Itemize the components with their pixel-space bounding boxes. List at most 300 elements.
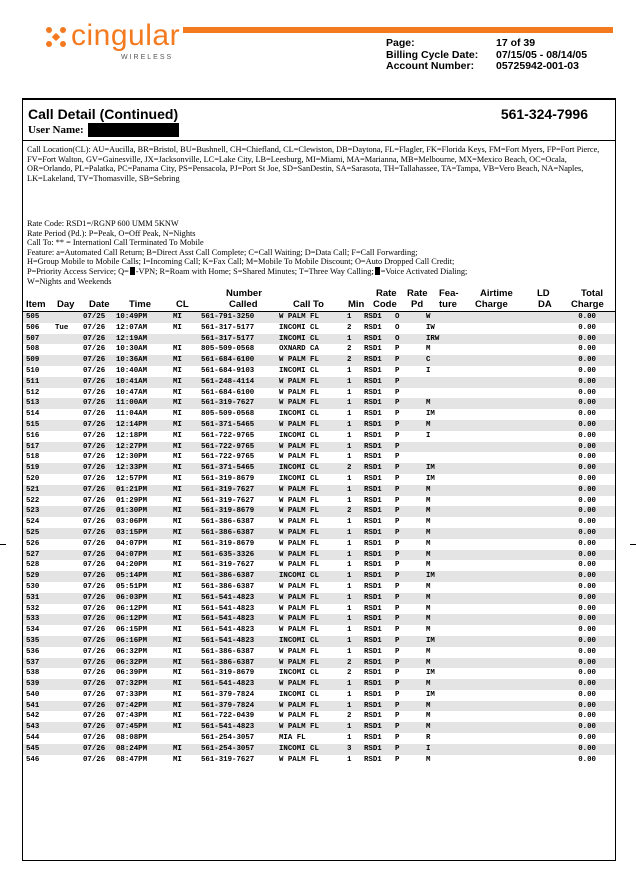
feature-cell: M (426, 561, 431, 570)
col-total-bottom: Charge (571, 299, 604, 310)
rate-code-cell: RSD1 (364, 744, 382, 753)
total-charge-cell: 0.00 (578, 744, 596, 753)
item-cell: 512 (26, 388, 40, 397)
minutes-cell: 1 (347, 485, 352, 494)
table-row (23, 560, 615, 571)
time-cell: 12:14PM (116, 420, 148, 429)
table-row (23, 539, 615, 550)
total-charge-cell: 0.00 (578, 496, 596, 505)
time-cell: 07:32PM (116, 680, 148, 689)
feature-cell: M (426, 420, 431, 429)
item-cell: 541 (26, 701, 40, 710)
item-cell: 538 (26, 669, 40, 678)
table-row (23, 614, 615, 625)
minutes-cell: 1 (347, 582, 352, 591)
item-cell: 505 (26, 313, 40, 321)
minutes-cell: 1 (347, 496, 352, 505)
rate-period-cell: P (395, 680, 400, 689)
feature-cell: M (426, 485, 431, 494)
total-charge-cell: 0.00 (578, 582, 596, 591)
item-cell: 533 (26, 615, 40, 624)
item-cell: 519 (26, 464, 40, 473)
time-cell: 10:40AM (116, 366, 148, 375)
rate-period-cell: P (395, 399, 400, 408)
call-to-cell: W PALM FL (279, 518, 319, 527)
item-cell: 510 (26, 366, 40, 375)
table-row (23, 593, 615, 604)
item-cell: 542 (26, 712, 40, 721)
minutes-cell: 1 (347, 431, 352, 440)
call-to-cell: INCOMI CL (279, 334, 319, 343)
minutes-cell: 2 (347, 464, 352, 473)
feature-cell: M (426, 626, 431, 635)
number-called-cell: 561-635-3326 (201, 550, 255, 559)
call-location-cell: MI (173, 604, 182, 613)
number-called-cell: 561-684-6100 (201, 356, 255, 365)
time-cell: 06:15PM (116, 626, 148, 635)
minutes-cell: 1 (347, 474, 352, 483)
item-cell: 515 (26, 420, 40, 429)
billing-cycle-label: Billing Cycle Date: (386, 48, 479, 61)
call-location-cell: MI (173, 323, 182, 332)
rate-period-cell: P (395, 647, 400, 656)
call-location-cell: MI (173, 582, 182, 591)
call-to-cell: W PALM FL (279, 485, 319, 494)
date-cell: 07/26 (83, 507, 106, 516)
time-cell: 12:33PM (116, 464, 148, 473)
rate-code-cell: RSD1 (364, 474, 382, 483)
feature-cell: W (426, 313, 431, 321)
table-header (23, 286, 615, 312)
col-rate-pd: Pd (411, 299, 424, 310)
rate-code-cell: RSD1 (364, 647, 382, 656)
item-cell: 545 (26, 744, 40, 753)
rate-code-cell: RSD1 (364, 755, 382, 764)
rate-period-cell: P (395, 356, 400, 365)
call-to-cell: INCOMI CL (279, 431, 319, 440)
rate-period-cell: P (395, 528, 400, 537)
date-cell: 07/26 (83, 442, 106, 451)
item-cell: 527 (26, 550, 40, 559)
page-info-row (386, 61, 587, 73)
total-charge-cell: 0.00 (578, 604, 596, 613)
rate-period-cell: P (395, 636, 400, 645)
feature-cell: M (426, 507, 431, 516)
number-called-cell: 805-509-0568 (201, 410, 255, 419)
date-cell: 07/26 (83, 669, 106, 678)
call-to-cell: W PALM FL (279, 453, 319, 462)
call-location-cell: MI (173, 356, 182, 365)
minutes-cell: 1 (347, 528, 352, 537)
feature-cell: I (426, 431, 431, 440)
date-cell: 07/26 (83, 518, 106, 527)
call-location-cell: MI (173, 647, 182, 656)
feature-cell: M (426, 615, 431, 624)
minutes-cell: 2 (347, 669, 352, 678)
redaction-mark (130, 267, 135, 275)
rate-period-cell: O (395, 334, 400, 343)
call-location-cell: MI (173, 680, 182, 689)
item-cell: 534 (26, 626, 40, 635)
time-cell: 06:32PM (116, 658, 148, 667)
rate-code-cell: RSD1 (364, 604, 382, 613)
rate-code-cell: RSD1 (364, 615, 382, 624)
rate-period-cell: P (395, 690, 400, 699)
number-called-cell: 561-722-9765 (201, 442, 255, 451)
call-to-cell: W PALM FL (279, 647, 319, 656)
number-called-cell: 561-319-7627 (201, 399, 255, 408)
rate-code-cell: RSD1 (364, 561, 382, 570)
col-feature-top: Fea- (439, 288, 459, 299)
time-cell: 01:29PM (116, 496, 148, 505)
date-cell: 07/26 (83, 356, 106, 365)
time-cell: 03:15PM (116, 528, 148, 537)
minutes-cell: 1 (347, 690, 352, 699)
total-charge-cell: 0.00 (578, 356, 596, 365)
table-row (23, 474, 615, 485)
col-feature-bottom: ture (439, 299, 457, 310)
rate-period-cell: P (395, 561, 400, 570)
feature-cell: R (426, 734, 431, 743)
call-to-cell: INCOMI CL (279, 636, 319, 645)
table-row (23, 323, 615, 334)
date-cell: 07/26 (83, 334, 106, 343)
call-location-cell: MI (173, 518, 182, 527)
call-location-cell: MI (173, 658, 182, 667)
total-charge-cell: 0.00 (578, 615, 596, 624)
feature-legend-part: P=Priority Access Service; Q= (27, 266, 129, 276)
total-charge-cell: 0.00 (578, 464, 596, 473)
call-location-cell: MI (173, 410, 182, 419)
table-row (23, 420, 615, 431)
time-cell: 12:18PM (116, 431, 148, 440)
total-charge-cell: 0.00 (578, 658, 596, 667)
minutes-cell: 1 (347, 313, 352, 321)
feature-cell: IRW (426, 334, 440, 343)
day-cell: Tue (55, 323, 69, 332)
number-called-cell: 561-248-4114 (201, 377, 255, 386)
date-cell: 07/26 (83, 464, 106, 473)
minutes-cell: 1 (347, 615, 352, 624)
call-to-cell: W PALM FL (279, 593, 319, 602)
date-cell: 07/26 (83, 539, 106, 548)
rate-code-cell: RSD1 (364, 626, 382, 635)
total-charge-cell: 0.00 (578, 550, 596, 559)
rate-code-cell: RSD1 (364, 658, 382, 667)
item-cell: 520 (26, 474, 40, 483)
rate-period-cell: P (395, 366, 400, 375)
total-charge-cell: 0.00 (578, 755, 596, 764)
page-label: Page: (386, 37, 415, 49)
total-charge-cell: 0.00 (578, 474, 596, 483)
rate-period-cell: P (395, 431, 400, 440)
rate-period-cell: P (395, 410, 400, 419)
call-to-cell: W PALM FL (279, 528, 319, 537)
call-location-cell: MI (173, 474, 182, 483)
call-location-cell: MI (173, 539, 182, 548)
date-cell: 07/26 (83, 636, 106, 645)
call-to-cell: INCOMI CL (279, 366, 319, 375)
call-location-cell: MI (173, 464, 182, 473)
table-row (23, 744, 615, 755)
call-location-cell: MI (173, 399, 182, 408)
feature-cell: M (426, 604, 431, 613)
feature-cell: IM (426, 572, 435, 581)
number-called-cell: 561-386-6387 (201, 528, 255, 537)
number-called-cell: 561-319-8679 (201, 474, 255, 483)
feature-cell: M (426, 399, 431, 408)
item-cell: 522 (26, 496, 40, 505)
total-charge-cell: 0.00 (578, 485, 596, 494)
total-charge-cell: 0.00 (578, 345, 596, 354)
time-cell: 10:41AM (116, 377, 148, 386)
rate-code-cell: RSD1 (364, 410, 382, 419)
col-airtime-top: Airtime (480, 288, 513, 299)
minutes-cell: 1 (347, 593, 352, 602)
cingular-logo (45, 19, 185, 67)
date-cell: 07/26 (83, 723, 106, 732)
item-cell: 530 (26, 582, 40, 591)
call-location-cell: MI (173, 701, 182, 710)
rate-period-cell: P (395, 388, 400, 397)
minutes-cell: 1 (347, 539, 352, 548)
minutes-cell: 1 (347, 626, 352, 635)
time-cell: 04:07PM (116, 539, 148, 548)
date-cell: 07/26 (83, 734, 106, 743)
number-called-cell: 561-684-6100 (201, 388, 255, 397)
table-row (23, 668, 615, 679)
brand-accent-bar (183, 27, 613, 33)
time-cell: 07:42PM (116, 701, 148, 710)
call-location-cell: MI (173, 507, 182, 516)
item-cell: 511 (26, 377, 40, 386)
phone-number: 561-324-7996 (500, 106, 588, 122)
table-row (23, 355, 615, 366)
item-cell: 517 (26, 442, 40, 451)
col-min: Min (348, 299, 365, 310)
total-charge-cell: 0.00 (578, 313, 596, 321)
date-cell: 07/26 (83, 323, 106, 332)
total-charge-cell: 0.00 (578, 636, 596, 645)
item-cell: 531 (26, 593, 40, 602)
rate-code-cell: RSD1 (364, 323, 382, 332)
feature-cell: M (426, 345, 431, 354)
rate-period-cell: P (395, 615, 400, 624)
call-location-cell: MI (173, 313, 182, 321)
rate-period-legend: Rate Period (Pd.): P=Peak, O=Off Peak, N=Nights (27, 228, 196, 238)
minutes-cell: 1 (347, 680, 352, 689)
time-cell: 01:21PM (116, 485, 148, 494)
call-to-cell: INCOMI CL (279, 410, 319, 419)
page-value: 17 of 39 (496, 37, 536, 49)
rate-code-cell: RSD1 (364, 366, 382, 375)
number-called-cell: 561-254-3057 (201, 744, 255, 753)
item-cell: 535 (26, 636, 40, 645)
call-location-cell: MI (173, 615, 182, 624)
feature-cell: IM (426, 410, 435, 419)
call-location-cell: MI (173, 453, 182, 462)
table-row (23, 377, 615, 388)
call-to-cell: W PALM FL (279, 377, 319, 386)
minutes-cell: 2 (347, 712, 352, 721)
call-to-cell: INCOMI CL (279, 690, 319, 699)
time-cell: 06:12PM (116, 604, 148, 613)
feature-legend-line: W=Nights and Weekends (27, 276, 112, 286)
account-number-label: Account Number: (386, 60, 475, 72)
time-cell: 12:30PM (116, 453, 148, 462)
minutes-cell: 1 (347, 377, 352, 386)
number-called-cell: 561-319-8679 (201, 507, 255, 516)
date-cell: 07/26 (83, 701, 106, 710)
rate-period-cell: P (395, 442, 400, 451)
item-cell: 536 (26, 647, 40, 656)
total-charge-cell: 0.00 (578, 734, 596, 743)
rate-period-cell: P (395, 464, 400, 473)
feature-cell: I (426, 744, 431, 753)
user-name-row (28, 123, 179, 137)
time-cell: 06:03PM (116, 593, 148, 602)
call-location-cell: MI (173, 669, 182, 678)
feature-cell: I (426, 366, 431, 375)
total-charge-cell: 0.00 (578, 323, 596, 332)
date-cell: 07/26 (83, 647, 106, 656)
minutes-cell: 2 (347, 323, 352, 332)
time-cell: 10:30AM (116, 345, 148, 354)
col-date: Date (89, 299, 110, 310)
total-charge-cell: 0.00 (578, 669, 596, 678)
call-location-cell: MI (173, 420, 182, 429)
call-to-cell: W PALM FL (279, 507, 319, 516)
call-to-legend: Call To: ** = Internationl Call Terminated To Mobile (27, 238, 204, 248)
item-cell: 506 (26, 323, 40, 332)
minutes-cell: 1 (347, 453, 352, 462)
date-cell: 07/26 (83, 550, 106, 559)
call-location-cell: MI (173, 550, 182, 559)
feature-cell: IM (426, 464, 435, 473)
date-cell: 07/26 (83, 431, 106, 440)
time-cell: 06:32PM (116, 647, 148, 656)
call-to-cell: W PALM FL (279, 388, 319, 397)
number-called-cell: 561-319-7627 (201, 561, 255, 570)
table-row (23, 625, 615, 636)
table-row (23, 582, 615, 593)
feature-cell: M (426, 496, 431, 505)
call-location-cell: MI (173, 561, 182, 570)
rate-code-cell: RSD1 (364, 496, 382, 505)
total-charge-cell: 0.00 (578, 561, 596, 570)
number-called-cell: 561-379-7824 (201, 701, 255, 710)
date-cell: 07/26 (83, 345, 106, 354)
number-called-cell: 561-319-7627 (201, 485, 255, 494)
table-row (23, 366, 615, 377)
number-called-cell: 561-386-6387 (201, 518, 255, 527)
call-location-cell: MI (173, 442, 182, 451)
rate-period-cell: P (395, 453, 400, 462)
margin-mark (630, 544, 636, 545)
number-called-cell: 561-541-4823 (201, 626, 255, 635)
total-charge-cell: 0.00 (578, 399, 596, 408)
call-location-cell: MI (173, 712, 182, 721)
account-number-value: 05725942-001-03 (496, 60, 579, 72)
feature-legend-line: Feature: a=Automated Call Return; B=Direct Asst Call Complete; C=Call Waiting; D=Data Call; F=Call Forwarding; (27, 247, 418, 257)
feature-cell: M (426, 712, 431, 721)
date-cell: 07/26 (83, 485, 106, 494)
call-to-cell: W PALM FL (279, 539, 319, 548)
rate-period-cell: P (395, 604, 400, 613)
minutes-cell: 1 (347, 701, 352, 710)
minutes-cell: 1 (347, 550, 352, 559)
date-cell: 07/26 (83, 658, 106, 667)
time-cell: 01:30PM (116, 507, 148, 516)
table-row (23, 409, 615, 420)
number-called-cell: 561-319-8679 (201, 539, 255, 548)
feature-cell: M (426, 528, 431, 537)
rate-code-cell: RSD1 (364, 464, 382, 473)
code-legend (27, 219, 611, 286)
call-location-cell: MI (173, 377, 182, 386)
col-ld-bottom: DA (538, 299, 552, 310)
rate-period-cell: P (395, 755, 400, 764)
minutes-cell: 1 (347, 366, 352, 375)
total-charge-cell: 0.00 (578, 593, 596, 602)
rate-period-cell: P (395, 669, 400, 678)
time-cell: 04:07PM (116, 550, 148, 559)
call-location-cell: MI (173, 744, 182, 753)
time-cell: 07:45PM (116, 723, 148, 732)
total-charge-cell: 0.00 (578, 680, 596, 689)
rate-code-cell: RSD1 (364, 593, 382, 602)
feature-cell: C (426, 356, 431, 365)
brand-subtitle: WIRELESS (121, 54, 174, 61)
item-cell: 532 (26, 604, 40, 613)
call-to-cell: W PALM FL (279, 356, 319, 365)
rate-period-cell: P (395, 420, 400, 429)
time-cell: 06:16PM (116, 636, 148, 645)
call-detail-table-body (23, 312, 615, 765)
date-cell: 07/25 (83, 313, 106, 321)
call-to-cell: W PALM FL (279, 658, 319, 667)
number-called-cell: 561-254-3057 (201, 734, 255, 743)
rate-period-cell: P (395, 550, 400, 559)
number-called-cell: 561-791-3250 (201, 313, 255, 321)
minutes-cell: 1 (347, 755, 352, 764)
minutes-cell: 1 (347, 647, 352, 656)
time-cell: 12:57PM (116, 474, 148, 483)
item-cell: 528 (26, 561, 40, 570)
time-cell: 07:43PM (116, 712, 148, 721)
date-cell: 07/26 (83, 582, 106, 591)
call-to-cell: W PALM FL (279, 582, 319, 591)
rate-code-cell: RSD1 (364, 377, 382, 386)
rate-code-cell: RSD1 (364, 356, 382, 365)
total-charge-cell: 0.00 (578, 539, 596, 548)
minutes-cell: 1 (347, 636, 352, 645)
call-to-cell: W PALM FL (279, 680, 319, 689)
table-row (23, 711, 615, 722)
feature-cell: IM (426, 690, 435, 699)
number-called-cell: 561-319-7627 (201, 755, 255, 764)
total-charge-cell: 0.00 (578, 723, 596, 732)
date-cell: 07/26 (83, 615, 106, 624)
col-cl: CL (176, 299, 189, 310)
table-row (23, 690, 615, 701)
rate-code-cell: RSD1 (364, 582, 382, 591)
col-rate2-top: Rate (407, 288, 428, 299)
number-called-cell: 561-722-0439 (201, 712, 255, 721)
date-cell: 07/26 (83, 572, 106, 581)
call-location-cell: MI (173, 388, 182, 397)
feature-cell: M (426, 582, 431, 591)
